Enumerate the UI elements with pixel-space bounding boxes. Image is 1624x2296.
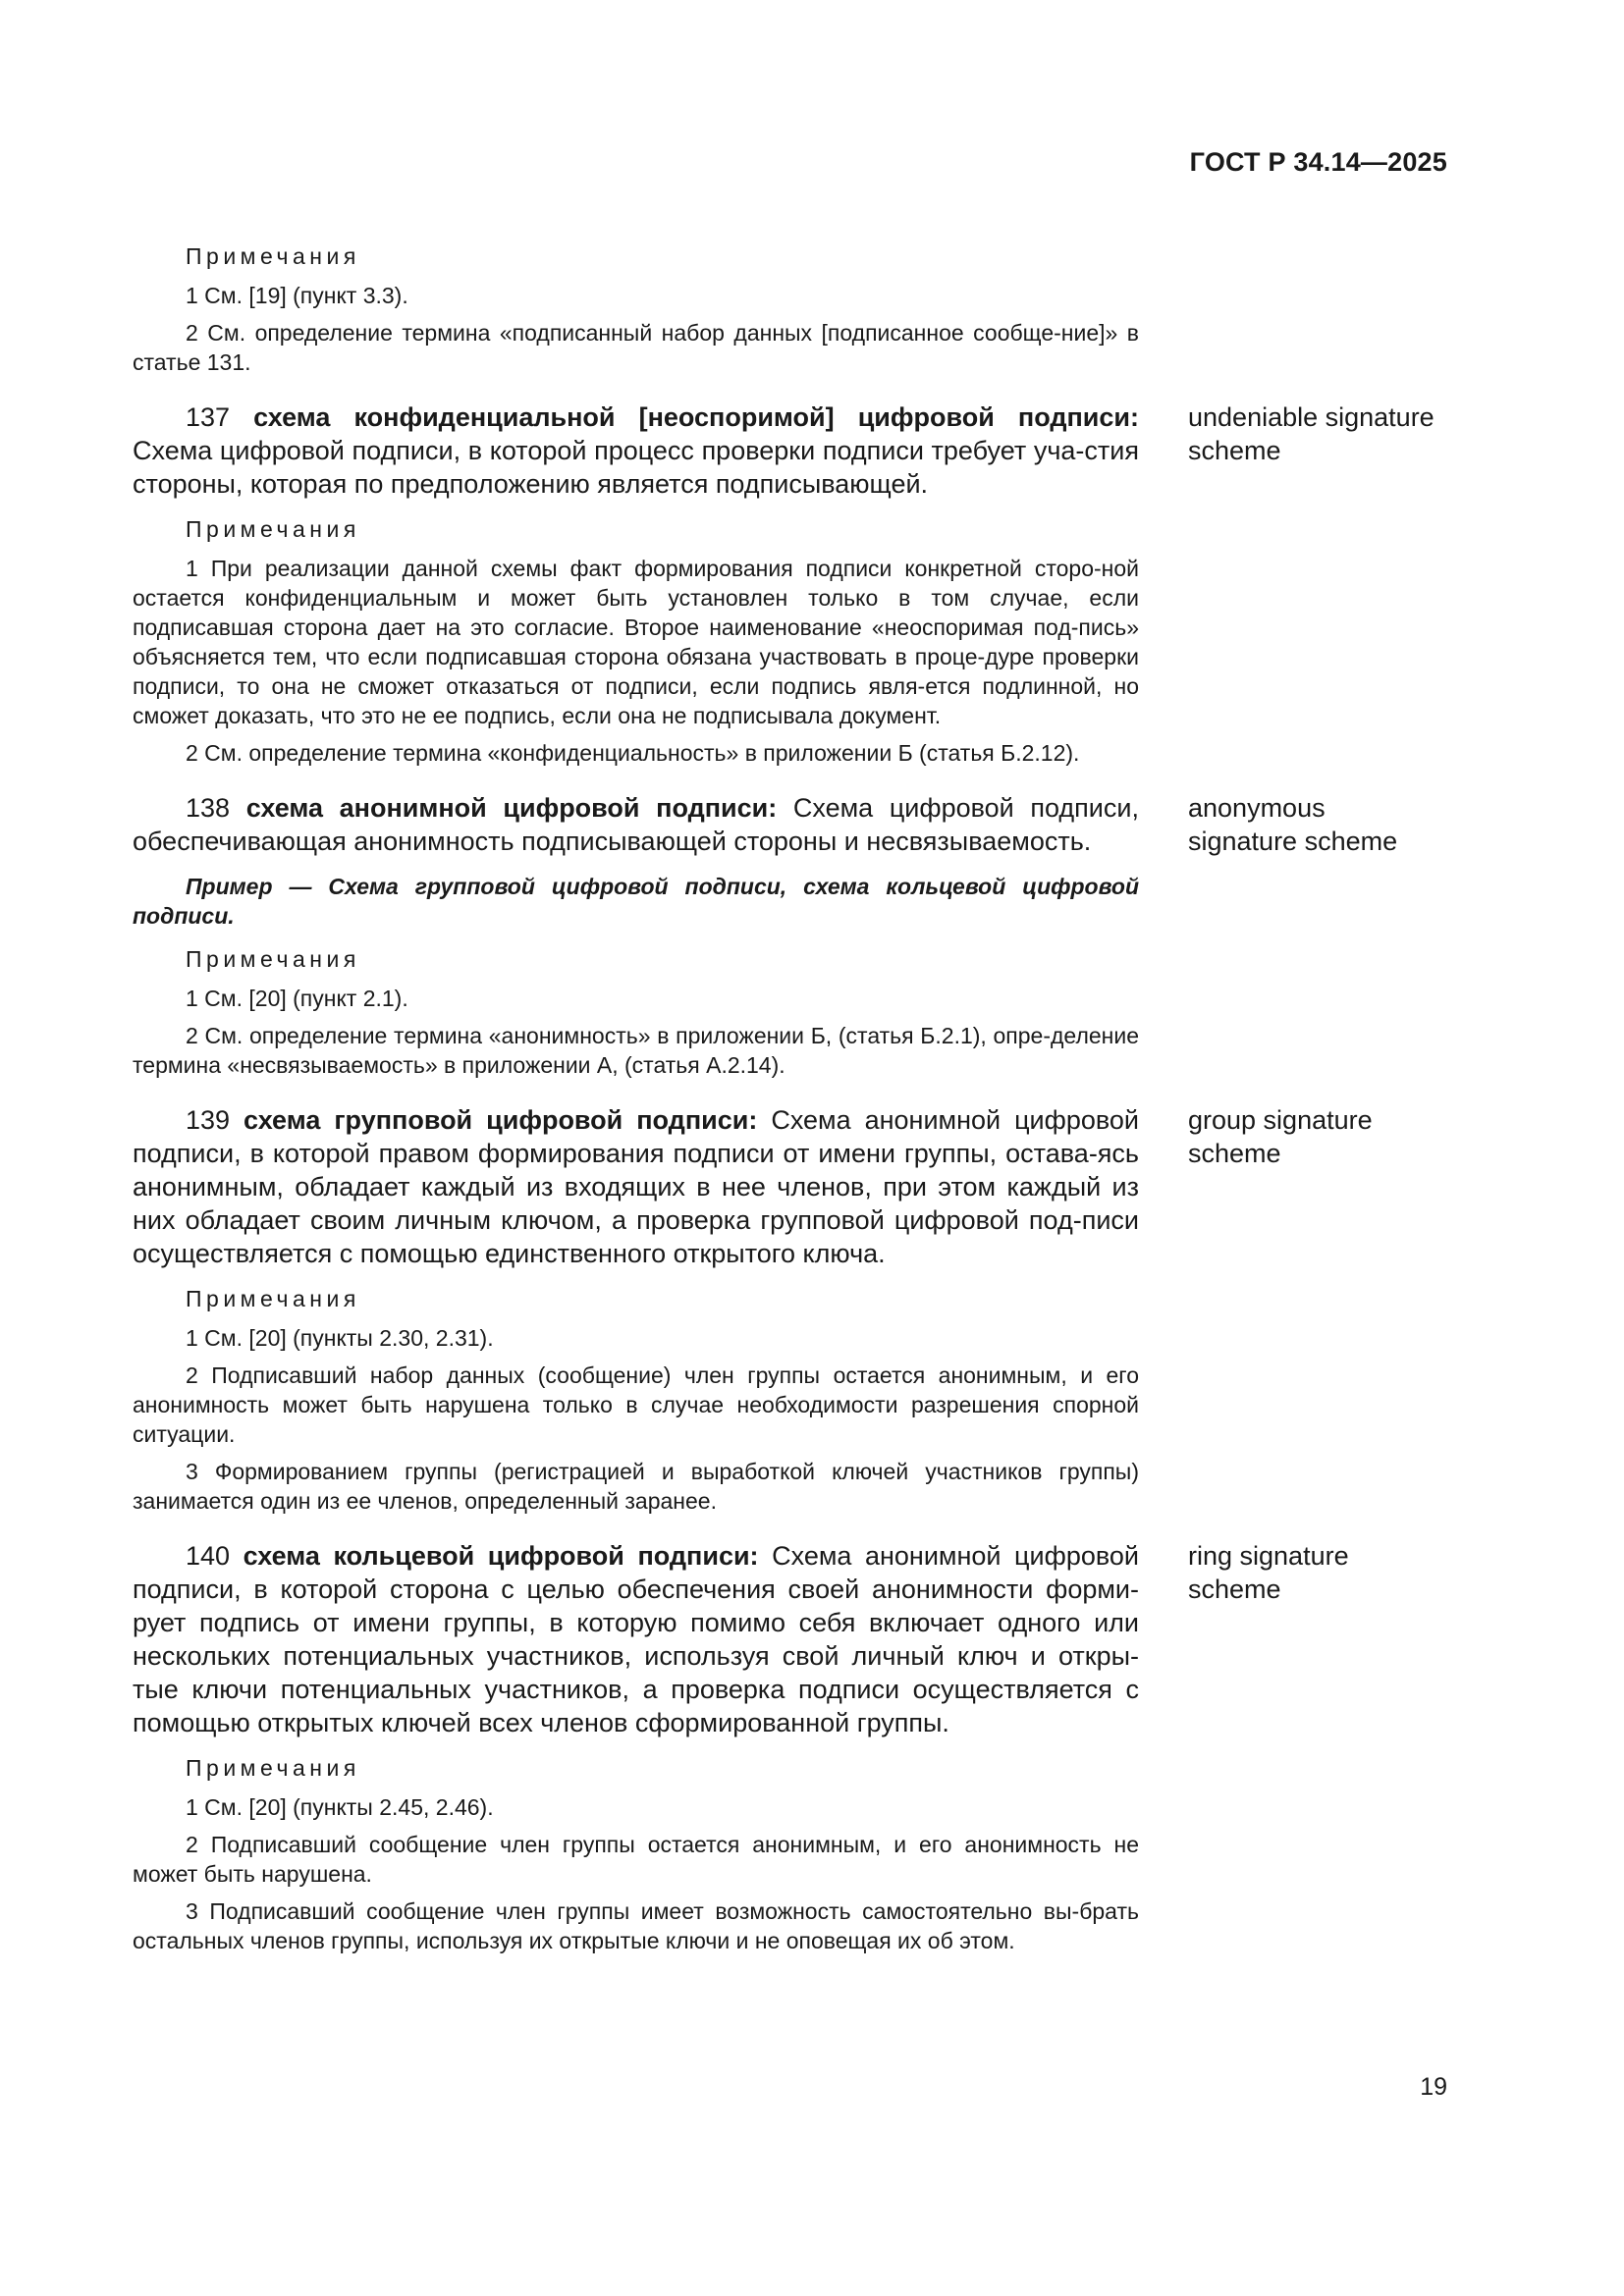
note: 3 Подписавший сообщение член группы имеет возможность самостоятельно вы-брать остальных членов группы, используя их открытые ключи и не оповещая их об этом. [133,1898,1139,1953]
term-definition: Схема анонимной цифровой подписи, в которой сторона с целью обеспечения своей анонимности форми-рует подпись от имени группы, в которую помимо себя включает одного или нескольких потенциальных участников, используя свой личный ключ и откры-тые ключи потенциальных участников, а проверка подписи осуществляется с помощью открытых ключей всех членов сформированной группы. [133,1541,1139,1737]
document-body [133,241,1438,1963]
intro-notes [133,241,1139,377]
notes-title: Примечания [186,1286,360,1311]
term-entry-137 [133,400,1438,501]
page-header-standard: ГОСТ Р 34.14—2025 [1189,147,1447,177]
note: 2 См. определение термина «анонимность» в приложении Б, (статья Б.2.1), опре-деление термина «несвязываемость» в приложении А, (статья А.2.14). [133,1023,1139,1078]
term-number: 138 [186,793,231,823]
notes-title: Примечания [186,243,360,269]
note: 1 См. [20] (пункт 2.1). [186,986,408,1011]
note: 1 При реализации данной схемы факт формирования подписи конкретной сторо-ной остается конфиденциальным и может быть установлен только в том случае, если подписавшая сторона дает на это согласие. Второе наименование «неоспоримая под-пись» объясняется тем, что если подписавшая сторона обязана участвовать в проце-дуре проверки подписи, то она не сможет отказаться от подписи, если подпись явля-ется подлинной, но сможет доказать, что это не ее подпись, если она не подписывала документ. [133,556,1139,728]
term-english: undeniable signature scheme [1188,402,1435,465]
term-name: схема групповой цифровой подписи: [244,1105,758,1135]
notes-138 [133,872,1139,1080]
example: Пример — Схема групповой цифровой подписи, схема кольцевой цифровой подписи. [133,874,1139,929]
term-definition: Схема цифровой подписи, в которой процесс проверки подписи требует уча-стия стороны, которая по предположению является подписывающей. [133,436,1139,499]
term-name: схема конфиденциальной [неоспоримой] цифровой подписи: [253,402,1139,432]
notes-title: Примечания [186,516,360,542]
term-english: group signature scheme [1188,1105,1373,1168]
notes-139 [133,1284,1139,1516]
term-english: ring signature scheme [1188,1541,1349,1604]
note: 3 Формированием группы (регистрацией и выработкой ключей участников группы) занимается один из ее членов, определенный заранее. [133,1459,1139,1514]
term-definition: Схема цифровой подписи, обеспечивающая анонимность подписывающей стороны и несвязываемость. [133,793,1139,856]
note: 2 Подписавший сообщение член группы остается анонимным, и его анонимность не может быть нарушена. [133,1832,1139,1887]
term-english: anonymous signature scheme [1188,793,1398,856]
term-number: 139 [186,1105,231,1135]
term-number: 137 [186,402,231,432]
term-number: 140 [186,1541,231,1571]
notes-title: Примечания [186,946,360,972]
term-name: схема анонимной цифровой подписи: [245,793,778,823]
notes-title: Примечания [186,1755,360,1781]
term-definition: Схема анонимной цифровой подписи, в которой правом формирования подписи от имени группы, остава-ясь анонимным, обладает каждый из входящих в нее членов, при этом каждый из них обладает своим личным ключом, а проверка групповой цифровой под-писи осуществляется с помощью единственного открытого ключа. [133,1105,1139,1268]
note: 1 См. [19] (пункт 3.3). [186,283,408,308]
note: 2 Подписавший набор данных (сообщение) член группы остается анонимным, и его анонимность может быть нарушена только в случае необходимости разрешения спорной ситуации. [133,1362,1139,1447]
note: 2 См. определение термина «подписанный набор данных [подписанное сообще-ние]» в статье 131. [133,320,1139,375]
term-entry-139 [133,1103,1438,1270]
term-entry-140 [133,1539,1438,1739]
notes-140 [133,1753,1139,1955]
term-entry-138 [133,791,1438,858]
note: 2 См. определение термина «конфиденциальность» в приложении Б (статья Б.2.12). [186,740,1080,766]
term-name: схема кольцевой цифровой подписи: [243,1541,759,1571]
notes-137 [133,514,1139,768]
page-number: 19 [1420,2073,1447,2101]
note: 1 См. [20] (пункты 2.45, 2.46). [186,1794,494,1820]
note: 1 См. [20] (пункты 2.30, 2.31). [186,1325,494,1351]
